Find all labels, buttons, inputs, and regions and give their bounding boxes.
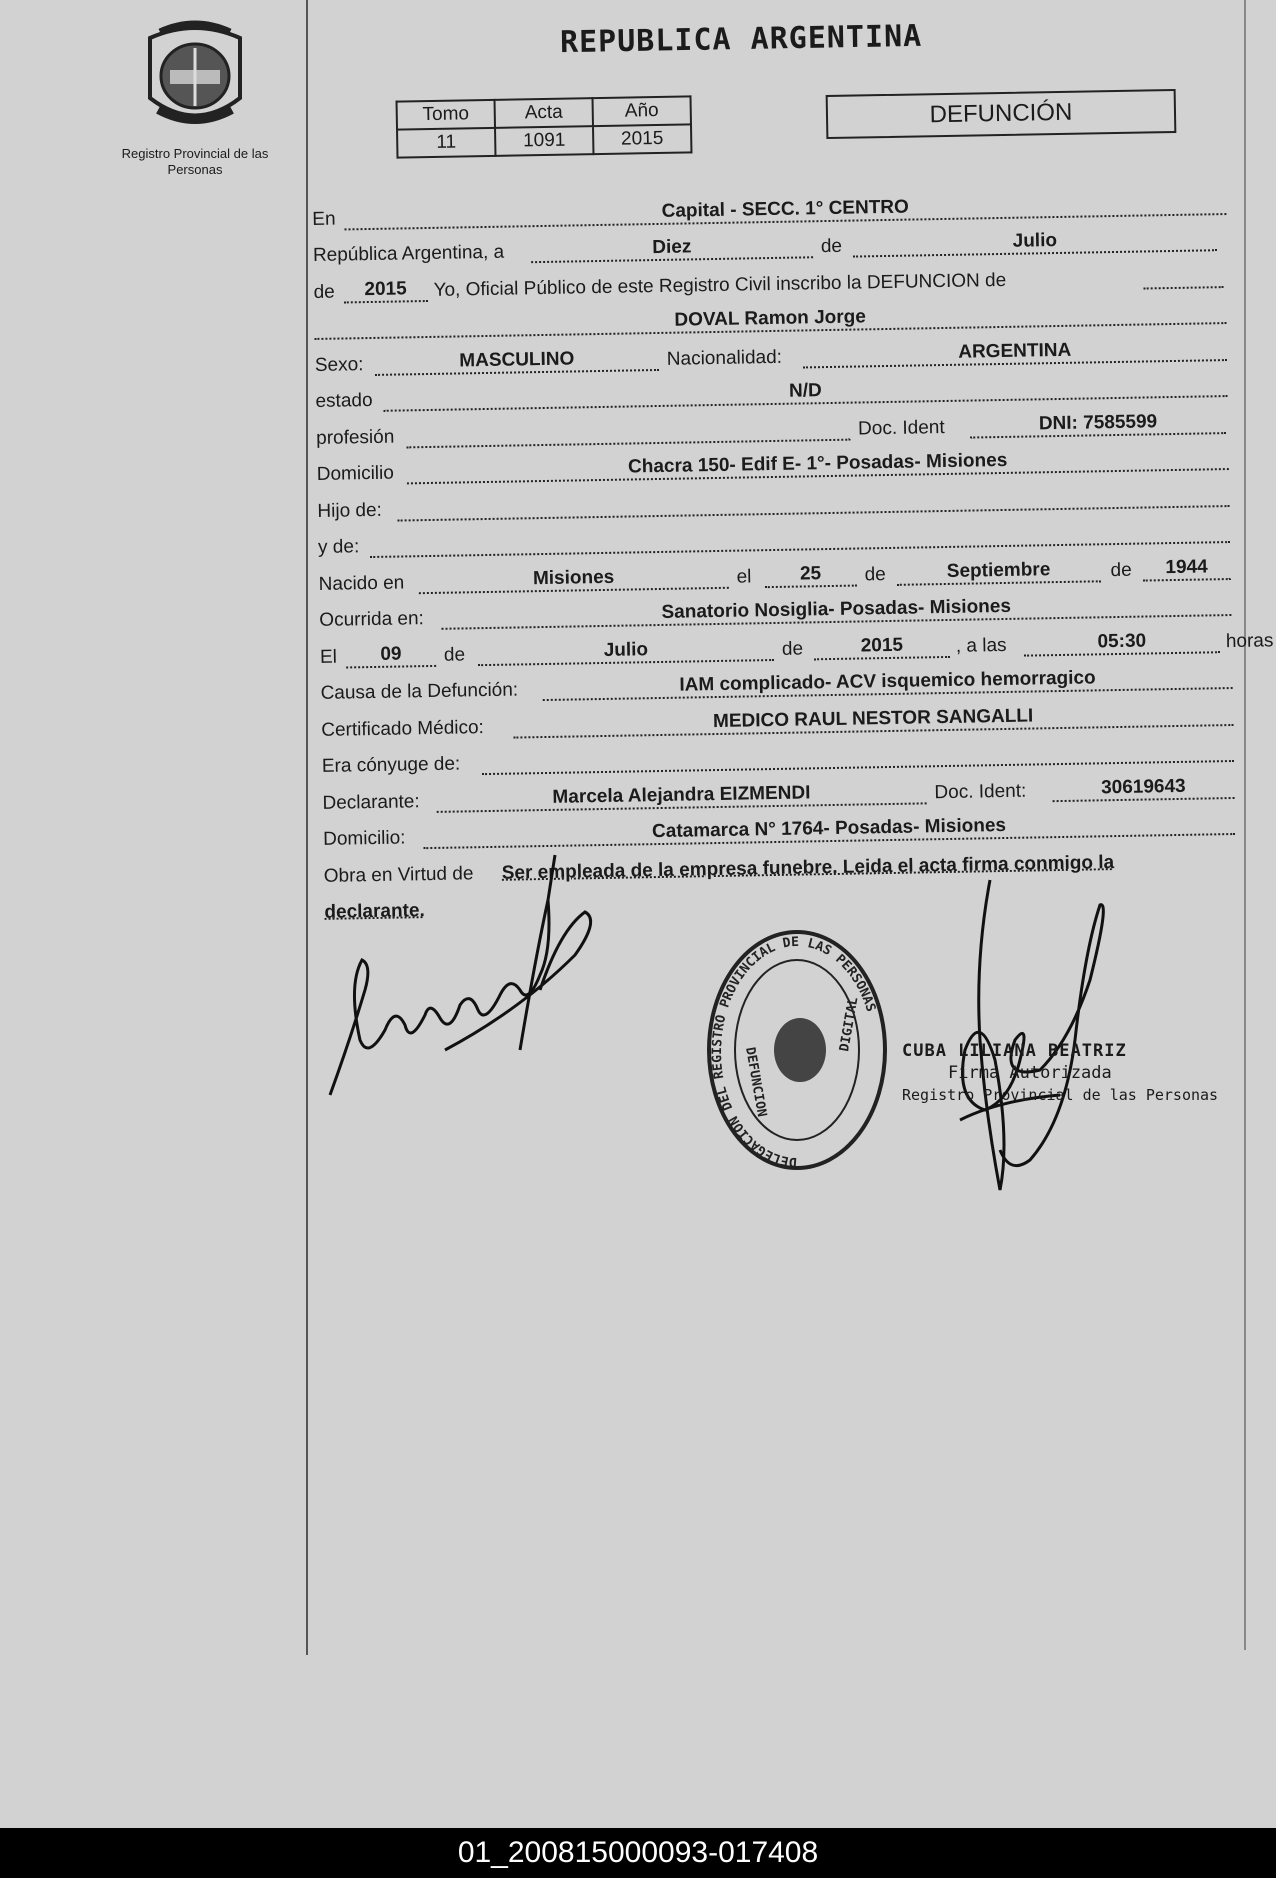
label-profesion: profesión [315,426,395,449]
label-certificado: Certificado Médico: [321,716,485,741]
label-sexo: Sexo: [314,353,364,376]
tomo-label: Tomo [397,100,495,130]
province-seal-logo [140,18,250,136]
document-title: REPUBLICA ARGENTINA [559,18,923,61]
field-nacionalidad: ARGENTINA [803,337,1227,368]
field-nac-mes: Septiembre [896,558,1100,586]
label-estado: estado [315,389,373,412]
death-record-form [312,184,1274,930]
label-nacido-en: Nacido en [318,571,405,595]
field-mes: Julio [853,227,1217,257]
official-signature [960,880,1103,1190]
label-republica: República Argentina, a [312,241,505,266]
reference-table [396,95,693,158]
field-ocurrida-en: Sanatorio Nosiglia- Posadas- Misiones [441,592,1231,630]
field-declarante-doc: 30619643 [1052,774,1234,801]
field-declarante-domicilio: Catamarca N° 1764- Posadas- Misiones [423,811,1235,849]
label-domicilio-decl: Domicilio: [322,827,406,850]
acta-value: 1091 [495,126,593,156]
left-margin-line [306,0,308,1655]
field-profesion [406,416,850,448]
field-sexo: MASCULINO [375,346,659,375]
label-causa: Causa de la Defunción: [320,679,519,704]
label-el: el [736,565,752,588]
label-obra: Obra en Virtud de [323,862,474,887]
stamp-ring-text: DELEGACION DEL REGISTRO PROVINCIAL DE LAS PERSONAS [710,934,879,1170]
field-doc: DNI: 7585599 [970,410,1226,438]
acta-label: Acta [495,98,593,128]
field-certificado: MEDICO RAUL NESTOR SANGALLI [513,702,1233,739]
right-margin-line [1244,0,1246,1650]
field-def-mes: Julio [478,637,774,666]
official-office: Registro Provincial de las Personas [902,1086,1219,1104]
official-name: CUBA LILIANA BEATRIZ [902,1041,1127,1061]
label-a-las: , a las [955,634,1007,657]
official-block [902,1040,1218,1106]
field-domicilio: Chacra 150- Edif E- 1°- Posadas- Misiones [407,446,1229,484]
field-nacido-en: Misiones [418,564,728,593]
label-hijo-de: Hijo de: [317,499,383,522]
stamp-inner-right: DIGITAL [837,996,862,1053]
field-nac-dia: 25 [764,562,856,588]
label-de-5: de [443,643,466,666]
label-declarante: Declarante: [322,790,420,814]
field-def-anio: 2015 [814,633,950,659]
label-domicilio: Domicilio [316,462,395,485]
label-nacionalidad: Nacionalidad: [666,346,783,370]
stamp-inner-left: DEFUNCION [742,1046,770,1119]
field-obra-line1: Ser empleada de la empresa funebre. Leida el acta firma conmigo la [501,851,1115,884]
field-nac-anio: 1944 [1142,556,1230,582]
label-conyuge: Era cónyuge de: [321,753,461,777]
label-en: En [312,208,336,230]
label-horas: horas [1225,629,1274,652]
label-y-de: y de: [317,536,360,558]
field-hora: 05:30 [1024,629,1220,656]
field-def-dia: 09 [346,642,436,668]
label-de-6: de [781,638,804,660]
label-ocurrida-en: Ocurrida en: [319,608,425,631]
label-el-cap: El [319,646,338,668]
field-causa: IAM complicado- ACV isquemico hemorragico [542,665,1232,701]
field-anio: 2015 [343,277,427,302]
registry-caption: Registro Provincial de las Personas [121,146,269,177]
anio-label: Año [593,96,691,126]
official-role: Firma Autorizada [948,1063,1112,1083]
label-intro: Yo, Oficial Público de este Registro Civil inscribo la DEFUNCION de [433,269,1007,301]
label-de-1: de [820,235,843,258]
anio-value: 2015 [593,124,691,154]
field-fallecido: DOVAL Ramon Jorge [314,300,1226,340]
field-obra-line2: declarante. [324,900,425,923]
field-lugar: Capital - SECC. 1° CENTRO [344,191,1226,230]
scan-code-footer: 01_200815000093-017408 [0,1828,1276,1878]
field-intro-blank [1143,264,1223,289]
label-doc-ident-decl: Doc. Ident: [934,780,1027,803]
field-estado: N/D [383,373,1227,412]
label-doc-ident: Doc. Ident [857,416,945,440]
tomo-value: 11 [397,128,495,158]
label-de-4: de [1110,559,1132,581]
stamp-crest-icon [774,1018,826,1082]
field-dia: Diez [531,234,813,263]
label-de-3: de [864,563,886,585]
record-type-box: DEFUNCIÓN [826,89,1177,139]
label-de-2: de [313,281,335,303]
death-record-stamp [709,932,885,1169]
field-declarante: Marcela Alejandra EIZMENDI [436,780,926,813]
